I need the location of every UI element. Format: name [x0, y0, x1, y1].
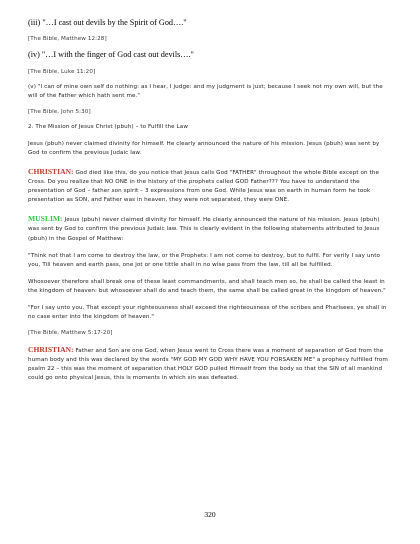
reference-matthew-12-28: [The Bible, Matthew 12:28]	[28, 36, 107, 43]
quote-law-2: Whosoever therefore shall break one of these least commandments, and shall teach men so, he shall be called the least in the kingdom of heaven: but whosoever shall do and teach them, the same shall be called great in the kingdom of heaven."	[28, 278, 386, 294]
quote-law-1: "Think not that I am come to destroy the law, or the Prophets: I am not come to destroy, but to fulfil. For verily I say unto you, Till heaven and earth pass, one jot or one tittle shall in no wise pass from the law, till all be fulfilled.	[28, 252, 381, 268]
paragraph-mission: Jesus (pbuh) never claimed divinity for himself. He clearly announced the nature of his mission. Jesus (pbuh) was sent by God to confirm the previous Judaic law.	[28, 140, 380, 156]
christian-text-2: Father and Son are one God, when Jesus went to Cross there was a moment of separation of God from the human body and this was declared by the words "MY GOD MY GOD WHY HAVE YOU FORSAKEN ME" a prophecy fulfilled from psalm 22 – this was the moment of separation that HOLY GOD pulled Himself from the body so that the SIN of all mankind could go onto physical Jesus, this is moments in which sin was defeated.	[28, 347, 388, 382]
muslim-label: MUSLIM:	[28, 214, 63, 224]
section-heading-mission: 2. The Mission of Jesus Christ (pbuh) – to Fulfill the Law	[28, 123, 189, 130]
reference-luke-11-20: [The Bible, Luke 11:20]	[28, 68, 96, 75]
reference-matthew-5-17-20: [The Bible, Matthew 5:17-20]	[28, 329, 113, 336]
christian-paragraph-1	[28, 166, 390, 205]
quote-iv: (iv) "…I with the finger of God cast out devils…."	[28, 50, 194, 60]
muslim-paragraph	[28, 213, 390, 243]
christian-label-2: CHRISTIAN:	[28, 344, 74, 354]
christian-label: CHRISTIAN:	[28, 166, 74, 176]
quote-iii: (iii) "…I cast out devils by the Spirit of God…."	[28, 18, 187, 27]
reference-john-5-30: [The Bible, John 5:30]	[28, 108, 91, 115]
muslim-text: Jesus (pbuh) never claimed divinity for himself. He clearly announced the nature of his mission. Jesus (pbuh) was sent by God to confirm the previous Judaic law. This is clearly evident in the following statements attributed to Jesus (pbuh) in the Gospel of Matthew:	[28, 217, 380, 242]
christian-paragraph-2	[28, 344, 390, 383]
document-page	[28, 18, 390, 391]
quote-law-3: "For I say unto you, That except your righteousness shall exceed the righteousness of the scribes and Pharisees, ye shall in no case enter into the kingdom of heaven."	[28, 304, 387, 320]
christian-text-1: God died like this, do you notice that Jesus calls God "FATHER" throughout the whole Bible except on the Cross. Do you realize that NO ONE in the history of the prophets called GOD Father??? You have to understand the presentation of God – father son spirit – 3 expressions from one God. While Jesus was on earth in human form he took presentation as SON, and Father was in heaven, they were not separated, they were ONE.	[28, 169, 380, 204]
quote-v: (v) "I can of mine own self do nothing: as I hear, I judge: and my judgment is just; because I seek not my own will, but the will of the Father which hath sent me."	[28, 83, 383, 99]
page-number: 320	[204, 510, 216, 519]
